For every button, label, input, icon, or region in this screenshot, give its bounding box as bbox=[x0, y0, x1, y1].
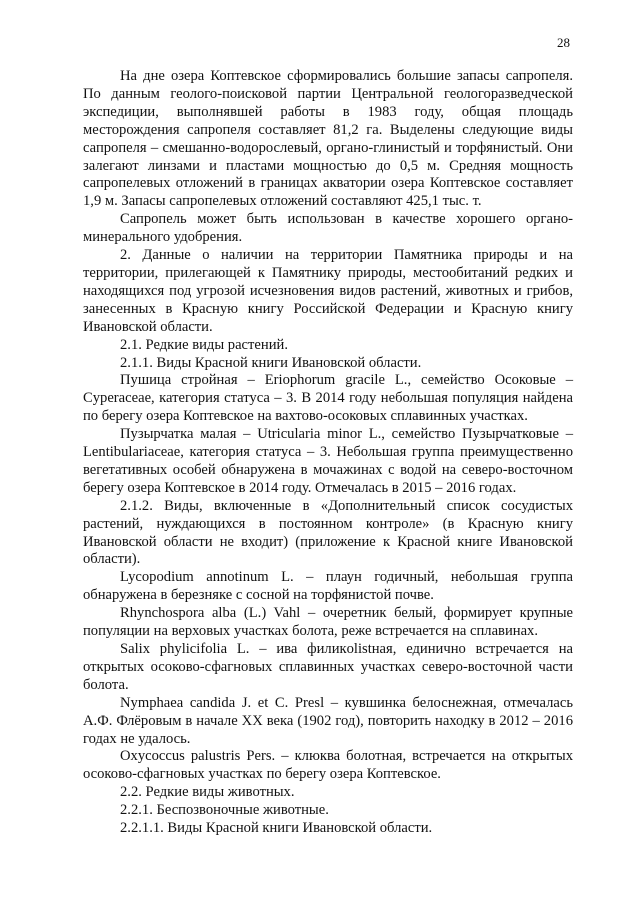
paragraph-eriophorum: Пушица стройная – Eriophorum gracile L., семейство Осоковые – Cyperaceae, категория статуса – 3. В 2014 году небольшая популяция найдена по берегу озера Коптевское на вахтово-осоковых сплавинных участках. bbox=[83, 372, 573, 425]
heading-2-1-1: 2.1.1. Виды Красной книги Ивановской области. bbox=[120, 354, 422, 371]
paragraph-section-2: 2. Данные о наличии на территории Памятника природы и на территории, прилегающей к Памятнику природы, местообитаний редких и находящихся под угрозой исчезновения видов растений, животных и грибов, занесенных в Красную книгу Российской Федерации и Красную книгу Ивановской области. bbox=[83, 247, 573, 335]
paragraph-rhynchospora: Rhynchospora alba (L.) Vahl – очеретник белый, формирует крупные популяции на верховых участках болота, реже встречается на сплавинах. bbox=[83, 605, 573, 640]
paragraph-oxycoccus: Oxycoccus palustris Pers. – клюква болотная, встречается на открытых осоково-сфагновых участках по берегу озера Коптевское. bbox=[83, 748, 573, 783]
paragraph-utricularia: Пузырчатка малая – Utricularia minor L., семейство Пузырчатковые – Lentibulariaceae, категория статуса – 3. Небольшая группа преимущественно вегетативных особей обнаружена в мочажинах с водой на северо-восточном берегу озера Коптевское в 2014 году. Отмечалась в 2015 – 2016 годах. bbox=[83, 426, 573, 496]
paragraph-sapropel-use: Сапропель может быть использован в качестве хорошего органо-минерального удобрения. bbox=[83, 211, 573, 246]
document-body bbox=[83, 68, 573, 838]
paragraph-salix: Salix phylicifolia L. – ива филикolistная, единично встречается на открытых осоково-сфагновых сплавинных участках северо-восточной части болота. bbox=[83, 641, 573, 693]
paragraph-sapropel-reserves: На дне озера Коптевское сформировались большие запасы сапропеля. По данным геолого-поисковой партии Центральной геологоразведческой экспедиции, выполнявшей работы в 1983 году, общая площадь месторождения сапропеля составляет 81,2 га. Выделены следующие виды сапропеля – смешанно-водорослевый, органо-глинистый и торфянистый. Они залегают линзами и пластами мощностью до 0,5 м. Средняя мощность сапропелевых отложений в границах акватории озера Коптевское составляет 1,9 м. Запасы сапропелевых отложений составляют 425,1 тыс. т. bbox=[83, 68, 573, 210]
heading-2-2-1: 2.2.1. Беспозвоночные животные. bbox=[120, 802, 329, 819]
page-number: 28 bbox=[557, 35, 570, 50]
heading-2-1: 2.1. Редкие виды растений. bbox=[120, 336, 288, 353]
heading-2-2: 2.2. Редкие виды животных. bbox=[120, 784, 295, 801]
paragraph-nymphaea: Nymphaea candida J. et C. Presl – кувшинка белоснежная, отмечалась А.Ф. Флёровым в начале XX века (1902 год), повторить находку в 2012 – 2016 годах не удалось. bbox=[83, 694, 573, 747]
heading-2-1-2: 2.1.2. Виды, включенные в «Дополнительный список сосудистых растений, нуждающихся в постоянном контроле» (в Красную книгу Ивановской области не входит) (приложение к Красной книге Ивановской области). bbox=[83, 497, 573, 568]
paragraph-lycopodium: Lycopodium annotinum L. – плаун годичный, небольшая группа обнаружена в березняке с сосной на торфянистой почве. bbox=[83, 569, 573, 604]
heading-2-2-1-1: 2.2.1.1. Виды Красной книги Ивановской области. bbox=[120, 820, 433, 837]
